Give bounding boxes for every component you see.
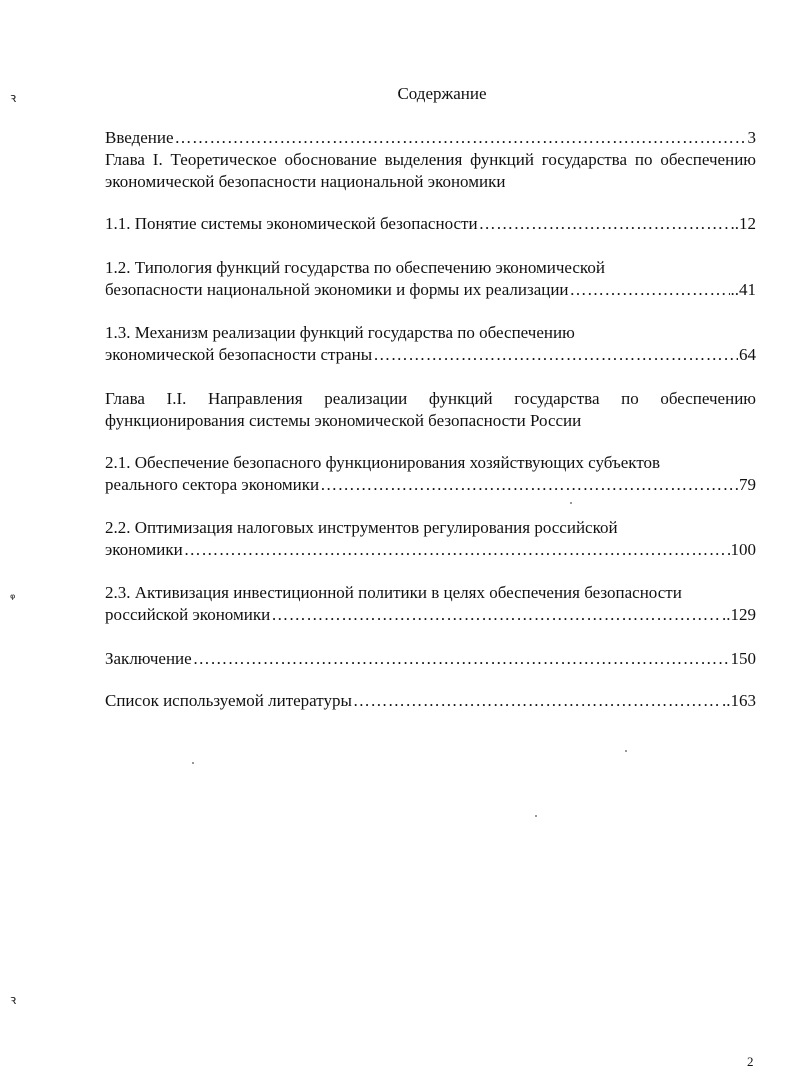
scan-speck — [570, 502, 572, 504]
scan-speck — [625, 750, 627, 752]
toc-leader — [353, 690, 721, 712]
toc-chapter-heading: Глава I. Теоретическое обоснование выделения функций государства по обеспечению экономической безопасности национальной экономики — [105, 150, 756, 191]
page-number: 2 — [747, 1054, 754, 1069]
toc-line — [105, 127, 756, 149]
toc-line — [105, 648, 756, 670]
toc-page-number: ..41 — [730, 280, 756, 299]
toc-leader — [570, 279, 730, 301]
toc-entry-title: российской экономики — [105, 605, 271, 624]
toc-entry-title-line: 1.2. Типология функций государства по обеспечению экономической — [105, 258, 605, 277]
toc-entry — [105, 452, 756, 496]
toc-leader — [193, 648, 730, 670]
toc-leader — [320, 474, 738, 496]
toc-page-number: ..12 — [730, 214, 756, 233]
toc-entry — [105, 690, 756, 712]
toc-entry — [105, 257, 756, 301]
toc-entry — [105, 213, 756, 235]
toc-entry-title-line: 2.3. Активизация инвестиционной политики в целях обеспечения безопасности — [105, 583, 682, 602]
scan-mark: ꝛ — [10, 993, 17, 1008]
toc-entry-title-line: 2.2. Оптимизация налоговых инструментов регулирования российской — [105, 518, 618, 537]
toc-entry-title: 1.1. Понятие системы экономической безопасности — [105, 214, 478, 233]
toc-line — [105, 604, 756, 626]
toc-line — [105, 539, 756, 561]
toc-entry — [105, 322, 756, 366]
scan-speck — [192, 762, 194, 764]
toc-entry-title: безопасности национальной экономики и формы их реализации — [105, 280, 569, 299]
toc-page-number: ..129 — [722, 605, 756, 624]
toc-leader — [479, 213, 730, 235]
toc-entry — [105, 648, 756, 670]
toc-page-number: 79 — [739, 475, 756, 494]
toc-leader — [175, 127, 747, 149]
toc-entry — [105, 517, 756, 561]
toc-line — [105, 474, 756, 496]
toc-entry-title: Заключение — [105, 649, 192, 668]
toc-page-number: ..163 — [722, 691, 756, 710]
toc-leader — [373, 344, 738, 366]
toc-entry-title: экономики — [105, 540, 183, 559]
toc-page-number: 100 — [730, 540, 756, 559]
toc-entry-title-line: 1.3. Механизм реализации функций государства по обеспечению — [105, 323, 575, 342]
toc-entry-title-line: 2.1. Обеспечение безопасного функционирования хозяйствующих субъектов — [105, 453, 661, 472]
toc-line — [105, 279, 756, 301]
toc-entry — [105, 582, 756, 626]
toc-line — [105, 213, 756, 235]
toc-chapter-heading: Глава I.I. Направления реализации функций государства по обеспечению функционирования системы экономической безопасности России — [105, 389, 756, 430]
page-title: Содержание — [397, 84, 487, 103]
toc-leader — [184, 539, 730, 561]
toc-entry-title: Список используемой литературы — [105, 691, 352, 710]
toc-page-number: 3 — [747, 128, 756, 147]
toc-line — [105, 344, 756, 366]
toc-entry — [105, 127, 756, 149]
toc-entry-title: Введение — [105, 128, 174, 147]
toc-page-number: 64 — [739, 345, 756, 364]
scan-mark: ꝛ — [10, 91, 17, 106]
toc-entry-title: экономической безопасности страны — [105, 345, 373, 364]
scan-speck — [535, 815, 537, 817]
toc-entry-title: реального сектора экономики — [105, 475, 320, 494]
toc-line — [105, 690, 756, 712]
toc-leader — [271, 604, 721, 626]
toc-page-number: 150 — [730, 649, 756, 668]
scan-mark: ᵠ — [10, 592, 16, 607]
